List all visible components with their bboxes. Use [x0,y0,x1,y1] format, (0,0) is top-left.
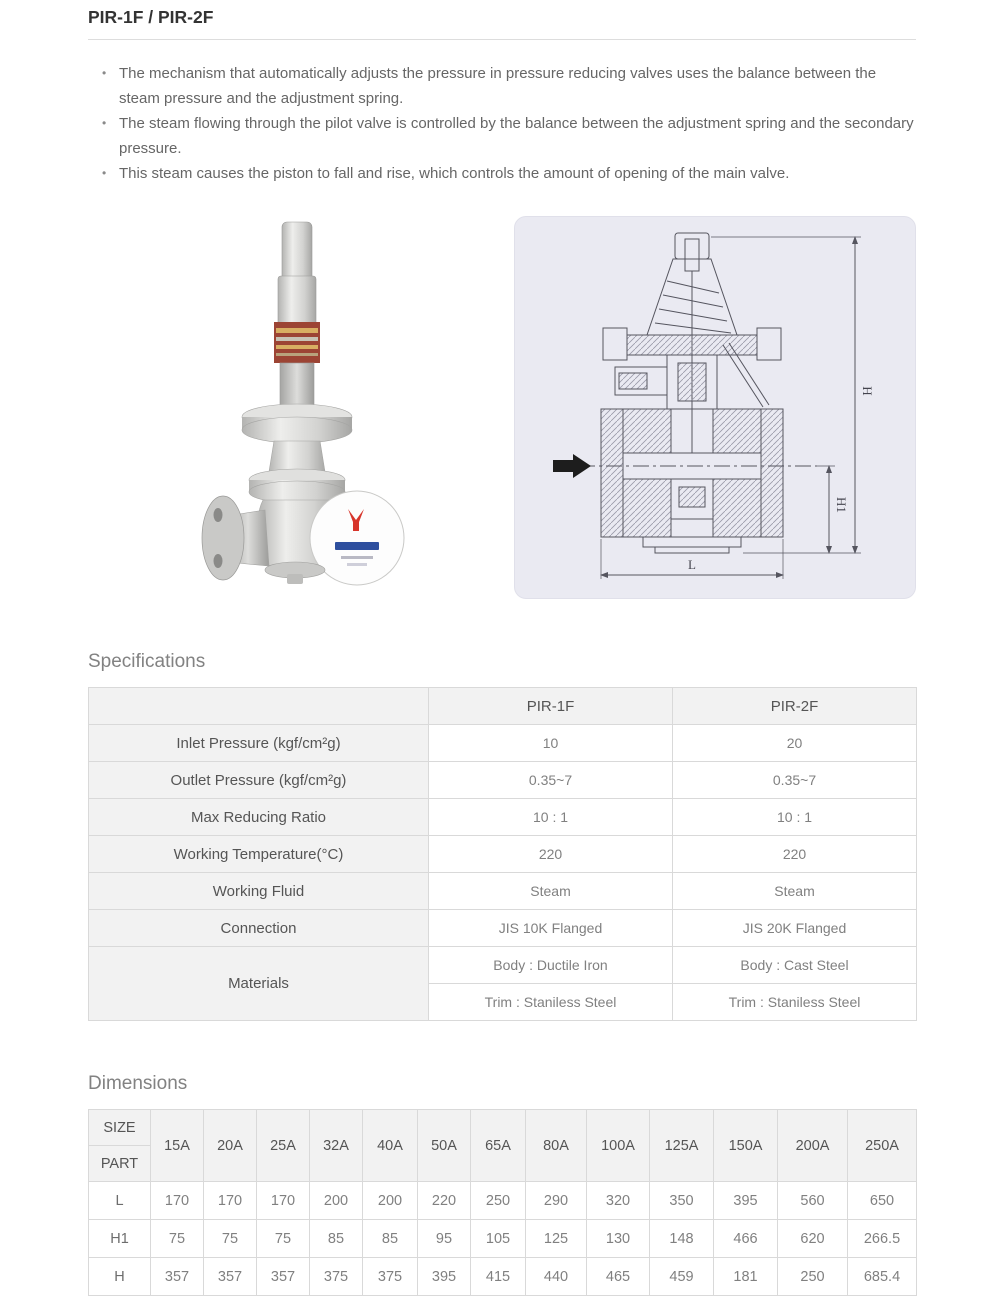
dim-value: 357 [151,1258,204,1296]
spec-value: Steam [429,873,673,910]
dim-value: 375 [310,1258,363,1296]
dim-size-header: 15A [151,1110,204,1182]
table-row [89,873,917,910]
spec-label: Max Reducing Ratio [89,799,429,836]
table-row [89,910,917,947]
page [88,0,916,1296]
spec-label: Working Temperature(°C) [89,836,429,873]
spec-value: Trim : Staniless Steel [429,984,673,1021]
spec-value: JIS 10K Flanged [429,910,673,947]
dim-size-header: 125A [650,1110,714,1182]
description-list [88,61,916,186]
dim-value: 465 [587,1258,650,1296]
dim-value: 75 [257,1220,310,1258]
spec-value: JIS 20K Flanged [673,910,917,947]
specifications-table [88,687,917,1021]
dim-size-header: 50A [418,1110,471,1182]
table-row [89,762,917,799]
dim-corner-part: PART [89,1146,151,1182]
dim-value: 440 [526,1258,587,1296]
dim-value: 320 [587,1182,650,1220]
spec-value: Trim : Staniless Steel [673,984,917,1021]
dim-value: 620 [778,1220,848,1258]
dim-size-header: 20A [204,1110,257,1182]
spec-value: 220 [429,836,673,873]
spec-value: 220 [673,836,917,873]
dim-part-label: H [89,1258,151,1296]
dim-value: 357 [257,1258,310,1296]
dim-value: 170 [204,1182,257,1220]
figures-row [88,216,916,599]
dim-header-row [89,1110,917,1146]
spec-header-pir1f: PIR-1F [429,688,673,725]
flow-arrow-icon [553,454,591,478]
spec-label: Inlet Pressure (kgf/cm²g) [89,725,429,762]
dim-corner-size: SIZE [89,1110,151,1146]
dim-value: 650 [848,1182,917,1220]
spec-header-empty [89,688,429,725]
spec-value: 0.35~7 [673,762,917,799]
valve-cross-section [515,217,915,598]
spec-label: Working Fluid [89,873,429,910]
dim-size-header: 80A [526,1110,587,1182]
spec-value: Steam [673,873,917,910]
table-row [89,836,917,873]
dim-part-label: L [89,1182,151,1220]
table-row [89,1182,917,1220]
page-title: PIR-1F / PIR-2F [88,6,916,40]
dim-value: 290 [526,1182,587,1220]
dim-value: 125 [526,1220,587,1258]
specifications-heading: Specifications [88,651,206,672]
dim-label-h1: H1 [834,497,849,513]
valve-photo-illustration [185,216,417,588]
dim-value: 375 [363,1258,418,1296]
dim-label-l: L [688,557,696,572]
dim-size-header: 100A [587,1110,650,1182]
dim-value: 85 [363,1220,418,1258]
dim-value: 685.4 [848,1258,917,1296]
dim-value: 350 [650,1182,714,1220]
spec-value: Body : Cast Steel [673,947,917,984]
dim-value: 395 [714,1182,778,1220]
dim-value: 105 [471,1220,526,1258]
dim-value: 85 [310,1220,363,1258]
dim-value: 200 [363,1182,418,1220]
spec-value: 10 : 1 [673,799,917,836]
dim-label-h: H [860,386,875,396]
dim-value: 560 [778,1182,848,1220]
dim-value: 170 [151,1182,204,1220]
dim-value: 130 [587,1220,650,1258]
dim-value: 415 [471,1258,526,1296]
spec-label: Connection [89,910,429,947]
dim-value: 170 [257,1182,310,1220]
dim-size-header: 250A [848,1110,917,1182]
dim-size-header: 150A [714,1110,778,1182]
dim-value: 75 [151,1220,204,1258]
dimensions-heading: Dimensions [88,1073,188,1094]
dim-size-header: 25A [257,1110,310,1182]
table-row [89,947,917,984]
spec-header-pir2f: PIR-2F [673,688,917,725]
dim-value: 395 [418,1258,471,1296]
dim-value: 148 [650,1220,714,1258]
table-row [89,725,917,762]
dim-value: 250 [471,1182,526,1220]
description-bullet: • The steam flowing through the pilot valve is controlled by the balance between the adjustment spring and the secondary pressure. [102,111,916,161]
dim-value: 75 [204,1220,257,1258]
spec-value: 10 : 1 [429,799,673,836]
dim-value: 220 [418,1182,471,1220]
description-bullet: • This steam causes the piston to fall and rise, which controls the amount of opening of the main valve. [102,161,916,186]
dim-value: 466 [714,1220,778,1258]
dim-value: 357 [204,1258,257,1296]
dim-value: 250 [778,1258,848,1296]
dim-value: 95 [418,1220,471,1258]
dim-value: 181 [714,1258,778,1296]
description-bullet: • The mechanism that automatically adjusts the pressure in pressure reducing valves uses the balance between the steam pressure and the adjustment spring. [102,61,916,111]
dimension-diagram [514,216,916,599]
dim-size-header: 32A [310,1110,363,1182]
product-photo [88,216,514,599]
dimensions-table [88,1109,917,1296]
dim-value: 200 [310,1182,363,1220]
dim-size-header: 40A [363,1110,418,1182]
dim-value: 459 [650,1258,714,1296]
table-row [89,1258,917,1296]
spec-header-row [89,688,917,725]
spec-value: 0.35~7 [429,762,673,799]
table-row [89,799,917,836]
dim-part-label: H1 [89,1220,151,1258]
spec-value: 10 [429,725,673,762]
spec-label: Outlet Pressure (kgf/cm²g) [89,762,429,799]
spec-value: 20 [673,725,917,762]
dim-size-header: 200A [778,1110,848,1182]
spec-value: Body : Ductile Iron [429,947,673,984]
dim-size-header: 65A [471,1110,526,1182]
dim-value: 266.5 [848,1220,917,1258]
table-row [89,1220,917,1258]
spec-label-materials: Materials [89,947,429,1021]
